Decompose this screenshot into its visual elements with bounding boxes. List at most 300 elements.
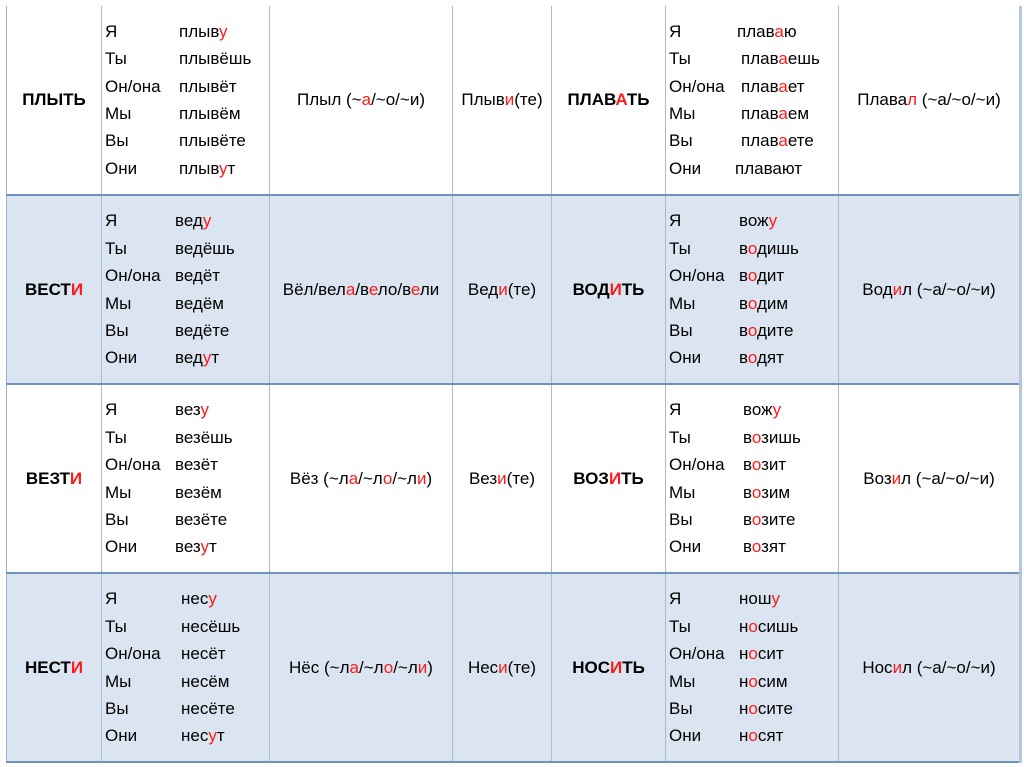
verb-stem: плав xyxy=(741,104,779,123)
multidirectional-conjugation xyxy=(666,195,839,384)
highlighted-ending: и xyxy=(891,468,902,488)
highlighted-ending: а xyxy=(778,76,788,96)
highlighted-ending: И xyxy=(69,468,83,488)
verb-form xyxy=(739,207,777,234)
highlighted-ending: и xyxy=(497,468,507,488)
verb-pair-row xyxy=(7,195,1021,384)
verb-stem: в xyxy=(743,455,752,475)
multidirectional-past xyxy=(839,573,1021,762)
verb-tail: дит xyxy=(756,266,785,286)
text-segment: ло/в xyxy=(377,279,411,299)
conjugation-line xyxy=(669,424,838,451)
pronoun: Вы xyxy=(669,320,693,340)
text-segment: /~л xyxy=(358,657,384,677)
text-segment: ПЛАВ xyxy=(567,90,616,109)
verb-form xyxy=(175,207,211,234)
conjugation-line xyxy=(105,613,269,640)
conjugation-line xyxy=(105,424,269,451)
verb-form xyxy=(735,155,802,182)
conjugation-line xyxy=(105,18,269,45)
verb-form xyxy=(743,506,795,533)
multidirectional-conjugation xyxy=(666,6,839,195)
highlighted-ending: а xyxy=(361,90,372,109)
text-segment: ВОЗ xyxy=(573,468,609,488)
text-segment: л (~а/~о/~и) xyxy=(902,279,996,299)
text-segment: ) xyxy=(426,468,433,488)
pronoun: Вы xyxy=(669,131,693,151)
conjugation-line xyxy=(105,722,269,749)
highlighted-ending: о xyxy=(383,657,394,677)
highlighted-ending: а xyxy=(778,104,788,123)
text-segment: Воз xyxy=(863,468,892,488)
conjugation-line xyxy=(669,722,838,749)
verb-form xyxy=(175,262,220,289)
conjugation-line xyxy=(105,668,269,695)
verb-tail: сишь xyxy=(757,616,799,636)
verb-stem: вез xyxy=(175,400,201,420)
pronoun: Мы xyxy=(669,482,696,502)
verb-stem: плавают xyxy=(735,158,803,178)
highlighted-ending: е xyxy=(368,279,378,299)
verb-pair-row xyxy=(7,573,1021,762)
text-segment: Плыл (~ xyxy=(297,90,362,109)
unidirectional-imperative xyxy=(453,573,552,762)
conjugation-line xyxy=(105,585,269,612)
pronoun: Ты xyxy=(105,49,127,69)
verb-form xyxy=(739,668,788,695)
verb-tail: зите xyxy=(761,509,796,529)
verb-form xyxy=(175,235,235,262)
text-segment: (те) xyxy=(506,468,536,488)
text-segment: Вез xyxy=(468,468,498,488)
unidirectional-imperative xyxy=(453,384,552,573)
pronoun: Мы xyxy=(105,104,132,123)
verb-tail: т xyxy=(227,158,236,178)
pronoun: Мы xyxy=(105,482,132,502)
highlighted-ending: а xyxy=(348,468,359,488)
conjugation-line xyxy=(105,506,269,533)
highlighted-ending: о xyxy=(747,348,757,368)
conjugation-line xyxy=(105,290,269,317)
pronoun: Они xyxy=(105,158,138,178)
highlighted-ending: и xyxy=(892,657,903,677)
conjugation-line xyxy=(669,207,838,234)
verb-tail: т xyxy=(209,537,217,557)
conjugation-line xyxy=(669,155,838,182)
highlighted-ending: и xyxy=(504,90,515,109)
verb-stem: в xyxy=(739,238,748,258)
verb-form xyxy=(741,73,805,100)
highlighted-ending: у xyxy=(219,21,228,41)
pronoun: Вы xyxy=(105,698,129,718)
verb-form xyxy=(179,127,246,154)
text-segment: Нос xyxy=(862,657,893,677)
verb-stem: н xyxy=(739,616,749,636)
verb-stem: ведём xyxy=(175,293,224,313)
highlighted-ending: и xyxy=(416,468,427,488)
text-segment: (те) xyxy=(507,279,537,299)
conjugation-line xyxy=(105,155,269,182)
verb-stem: плыв xyxy=(179,21,220,41)
verb-form xyxy=(181,640,226,667)
highlighted-ending: И xyxy=(609,657,623,677)
pronoun: Он/она xyxy=(669,266,725,286)
verb-form xyxy=(743,424,801,451)
multidirectional-past xyxy=(839,195,1021,384)
text-segment: Нёс (~л xyxy=(289,657,350,677)
verb-tail: сите xyxy=(757,698,793,718)
highlighted-ending: А xyxy=(615,90,627,109)
text-segment: (те) xyxy=(507,657,537,677)
verb-stem: в xyxy=(739,320,748,340)
pronoun: Ты xyxy=(669,49,691,69)
multidirectional-verb xyxy=(552,6,666,195)
verb-form xyxy=(737,18,797,45)
verb-stem: плав xyxy=(737,21,775,41)
conjugation-line xyxy=(105,451,269,478)
highlighted-ending: о xyxy=(748,698,758,718)
verb-pair-row xyxy=(7,6,1021,195)
verb-stem: вез xyxy=(175,537,201,557)
highlighted-ending: И xyxy=(608,468,622,488)
pronoun: Они xyxy=(105,726,138,746)
verb-tail: дим xyxy=(756,293,789,313)
text-segment: Плава xyxy=(857,90,908,109)
conjugation-line xyxy=(105,207,269,234)
pronoun: Они xyxy=(669,537,702,557)
conjugation-line xyxy=(669,290,838,317)
highlighted-ending: у xyxy=(768,211,778,231)
verb-form xyxy=(743,451,786,478)
highlighted-ending: о xyxy=(748,726,758,746)
pronoun: Ты xyxy=(669,238,691,258)
verb-form xyxy=(739,585,780,612)
verb-form xyxy=(175,479,222,506)
multidirectional-verb xyxy=(552,195,666,384)
text-segment: /в xyxy=(355,279,369,299)
conjugation-line xyxy=(105,100,269,127)
conjugation-line xyxy=(105,479,269,506)
verb-stem: ВЕЗТ xyxy=(25,468,70,488)
conjugation-line xyxy=(105,533,269,560)
highlighted-ending: о xyxy=(747,320,757,340)
pronoun: Он/она xyxy=(105,644,161,664)
verb-form xyxy=(179,45,251,72)
verb-form xyxy=(739,344,784,371)
verb-stem: вож xyxy=(743,400,773,420)
verb-stem: вед xyxy=(175,348,203,368)
multidirectional-conjugation xyxy=(666,384,839,573)
verb-tail: дят xyxy=(756,348,784,368)
verb-form xyxy=(181,585,217,612)
unidirectional-conjugation xyxy=(102,195,270,384)
highlighted-ending: о xyxy=(751,509,762,529)
highlighted-ending: а xyxy=(349,657,359,677)
pronoun: Он/она xyxy=(105,266,161,286)
text-segment: (те) xyxy=(514,90,543,109)
pronoun: Вы xyxy=(669,509,693,529)
pronoun: Он/она xyxy=(105,455,161,475)
verb-stem: в xyxy=(743,427,752,447)
conjugation-line xyxy=(669,235,838,262)
conjugation-line xyxy=(105,262,269,289)
highlighted-ending: у xyxy=(219,158,228,178)
conjugation-line xyxy=(105,73,269,100)
text-segment: Плыв xyxy=(461,90,505,109)
verb-stem: ведёт xyxy=(175,266,221,286)
verb-tail: дите xyxy=(756,320,794,340)
highlighted-ending: и xyxy=(892,279,903,299)
pronoun: Вы xyxy=(669,698,693,718)
text-segment: ТЬ xyxy=(622,657,645,677)
verb-form xyxy=(179,155,235,182)
conjugation-line xyxy=(105,317,269,344)
verb-stem: несём xyxy=(181,671,230,691)
verb-form xyxy=(743,396,781,423)
conjugation-line xyxy=(669,317,838,344)
verb-stem: ведёте xyxy=(175,320,230,340)
highlighted-ending: у xyxy=(200,400,210,420)
unidirectional-verb xyxy=(7,384,102,573)
conjugation-line xyxy=(669,640,838,667)
verb-form xyxy=(179,18,228,45)
pronoun: Он/она xyxy=(669,644,725,664)
text-segment: /~л xyxy=(358,468,383,488)
verb-form xyxy=(181,668,230,695)
unidirectional-past xyxy=(270,6,453,195)
text-segment: /~л xyxy=(392,468,417,488)
highlighted-ending: о xyxy=(751,482,762,502)
verb-stem: ведёшь xyxy=(175,238,235,258)
verb-tail: зят xyxy=(761,537,786,557)
verb-form xyxy=(739,235,799,262)
verb-stem: н xyxy=(739,644,749,664)
verb-stem: везёте xyxy=(175,509,228,529)
highlighted-ending: у xyxy=(200,537,210,557)
verb-stem: плав xyxy=(741,76,779,96)
pronoun: Вы xyxy=(105,320,129,340)
verb-tail: сим xyxy=(757,671,788,691)
verb-form xyxy=(741,100,809,127)
conjugation-line xyxy=(669,100,838,127)
highlighted-ending: И xyxy=(609,279,622,299)
text-segment: ли xyxy=(419,279,440,299)
verb-form xyxy=(739,695,793,722)
verb-form xyxy=(181,613,240,640)
highlighted-ending: у xyxy=(208,589,217,609)
verb-stem: плыв xyxy=(179,158,220,178)
highlighted-ending: л xyxy=(907,90,918,109)
conjugation-line xyxy=(105,640,269,667)
verb-form xyxy=(181,722,225,749)
pronoun: Они xyxy=(105,348,138,368)
text-segment: Вёл/вел xyxy=(282,279,346,299)
unidirectional-conjugation xyxy=(102,6,270,195)
verb-form xyxy=(175,344,219,371)
verb-form xyxy=(739,640,784,667)
pronoun: Я xyxy=(105,589,118,609)
highlighted-ending: и xyxy=(498,657,508,677)
verb-form xyxy=(739,262,784,289)
verb-stem: в xyxy=(743,509,752,529)
highlighted-ending: о xyxy=(748,671,758,691)
pronoun: Я xyxy=(105,211,118,231)
verb-stem: в xyxy=(743,482,752,502)
pronoun: Вы xyxy=(105,131,129,151)
verb-tail: зишь xyxy=(761,427,801,447)
verb-pair-row xyxy=(7,384,1021,573)
verb-form xyxy=(741,127,814,154)
verb-stem: несёт xyxy=(181,644,226,664)
verb-tail: т xyxy=(216,726,225,746)
text-segment: /~о/~и) xyxy=(371,90,425,109)
conjugation-line xyxy=(669,45,838,72)
verb-tail: зит xyxy=(761,455,787,475)
verb-tail: ем xyxy=(787,104,810,123)
text-segment: л (~а/~о/~и) xyxy=(902,657,996,677)
highlighted-ending: а xyxy=(345,279,356,299)
pronoun: Он/она xyxy=(669,455,725,475)
pronoun: Мы xyxy=(105,293,132,313)
highlighted-ending: у xyxy=(202,211,212,231)
conjugation-line xyxy=(669,451,838,478)
pronoun: Он/она xyxy=(669,76,725,96)
verb-stem: плав xyxy=(741,49,779,69)
unidirectional-conjugation xyxy=(102,384,270,573)
text-segment: ТЬ xyxy=(626,90,650,109)
pronoun: Мы xyxy=(669,104,696,123)
text-segment: Нес xyxy=(467,657,499,677)
verb-form xyxy=(175,451,218,478)
verb-form xyxy=(175,317,229,344)
verb-stem: вед xyxy=(175,211,203,231)
pronoun: Я xyxy=(105,400,118,420)
pronoun: Ты xyxy=(105,238,127,258)
verb-stem: н xyxy=(739,726,749,746)
verb-form xyxy=(743,533,786,560)
text-segment: (~а/~о/~и) xyxy=(917,90,1001,109)
conjugation-line xyxy=(669,613,838,640)
text-segment: НОС xyxy=(572,657,610,677)
verb-stem: плывёте xyxy=(179,131,246,151)
highlighted-ending: о xyxy=(748,616,758,636)
pronoun: Они xyxy=(669,726,702,746)
verb-form xyxy=(741,45,820,72)
conjugation-line xyxy=(669,18,838,45)
conjugation-line xyxy=(105,695,269,722)
verb-tail: ет xyxy=(787,76,805,96)
verb-form xyxy=(175,396,209,423)
verb-stem: плывём xyxy=(179,104,241,123)
highlighted-ending: о xyxy=(747,266,757,286)
highlighted-ending: И xyxy=(70,279,84,299)
unidirectional-verb xyxy=(7,573,102,762)
verb-stem: несёте xyxy=(181,698,235,718)
unidirectional-past xyxy=(270,573,453,762)
pronoun: Я xyxy=(669,21,682,41)
conjugation-line xyxy=(669,344,838,371)
pronoun: Они xyxy=(105,537,138,557)
verb-stem: н xyxy=(739,698,749,718)
verb-tail: зим xyxy=(761,482,791,502)
verb-stem: н xyxy=(739,671,749,691)
highlighted-ending: а xyxy=(774,21,784,41)
verb-form xyxy=(179,73,237,100)
verb-stem: везёшь xyxy=(175,427,233,447)
multidirectional-verb xyxy=(552,573,666,762)
highlighted-ending: а xyxy=(778,131,788,151)
verb-tail: ю xyxy=(783,21,797,41)
verb-stem: плав xyxy=(741,131,779,151)
conjugation-line xyxy=(669,695,838,722)
pronoun: Они xyxy=(669,348,702,368)
verb-stem: нош xyxy=(739,589,772,609)
highlighted-ending: о xyxy=(748,644,758,664)
verb-form xyxy=(175,506,227,533)
verb-form xyxy=(739,722,783,749)
conjugation-line xyxy=(669,533,838,560)
pronoun: Он/она xyxy=(105,76,161,96)
pronoun: Я xyxy=(669,589,682,609)
pronoun: Я xyxy=(669,400,682,420)
text-segment: л (~а/~о/~и) xyxy=(901,468,995,488)
verb-stem: нес xyxy=(181,726,209,746)
verbs-of-motion-table xyxy=(6,6,1022,763)
text-segment: ТЬ xyxy=(621,468,644,488)
unidirectional-verb xyxy=(7,6,102,195)
verb-form xyxy=(739,613,798,640)
conjugation-line xyxy=(669,506,838,533)
text-segment: ТЬ xyxy=(621,279,645,299)
verb-tail: дишь xyxy=(756,238,799,258)
conjugation-line xyxy=(669,668,838,695)
pronoun: Ты xyxy=(669,616,691,636)
verb-form xyxy=(181,695,235,722)
unidirectional-conjugation xyxy=(102,573,270,762)
verb-form xyxy=(743,479,790,506)
verb-stem: в xyxy=(739,348,748,368)
conjugation-line xyxy=(669,262,838,289)
highlighted-ending: е xyxy=(410,279,420,299)
verb-form xyxy=(175,290,224,317)
unidirectional-imperative xyxy=(453,6,552,195)
highlighted-ending: у xyxy=(772,400,782,420)
text-segment: ВОД xyxy=(572,279,610,299)
unidirectional-imperative xyxy=(453,195,552,384)
conjugation-line xyxy=(669,127,838,154)
pronoun: Мы xyxy=(105,671,132,691)
highlighted-ending: и xyxy=(417,657,428,677)
highlighted-ending: о xyxy=(747,293,757,313)
highlighted-ending: и xyxy=(498,279,508,299)
verb-stem: нес xyxy=(181,589,209,609)
verb-stem: в xyxy=(743,537,752,557)
conjugation-line xyxy=(669,396,838,423)
conjugation-line xyxy=(105,127,269,154)
verb-tail: сят xyxy=(757,726,784,746)
multidirectional-past xyxy=(839,384,1021,573)
conjugation-line xyxy=(669,479,838,506)
verb-form xyxy=(175,533,217,560)
pronoun: Ты xyxy=(669,427,691,447)
pronoun: Я xyxy=(105,21,118,41)
unidirectional-verb xyxy=(7,195,102,384)
verb-stem: ВЕСТ xyxy=(24,279,71,299)
verb-stem: плывёшь xyxy=(179,49,252,69)
multidirectional-conjugation xyxy=(666,573,839,762)
verb-stem: НЕСТ xyxy=(24,657,71,677)
verb-form xyxy=(739,290,788,317)
